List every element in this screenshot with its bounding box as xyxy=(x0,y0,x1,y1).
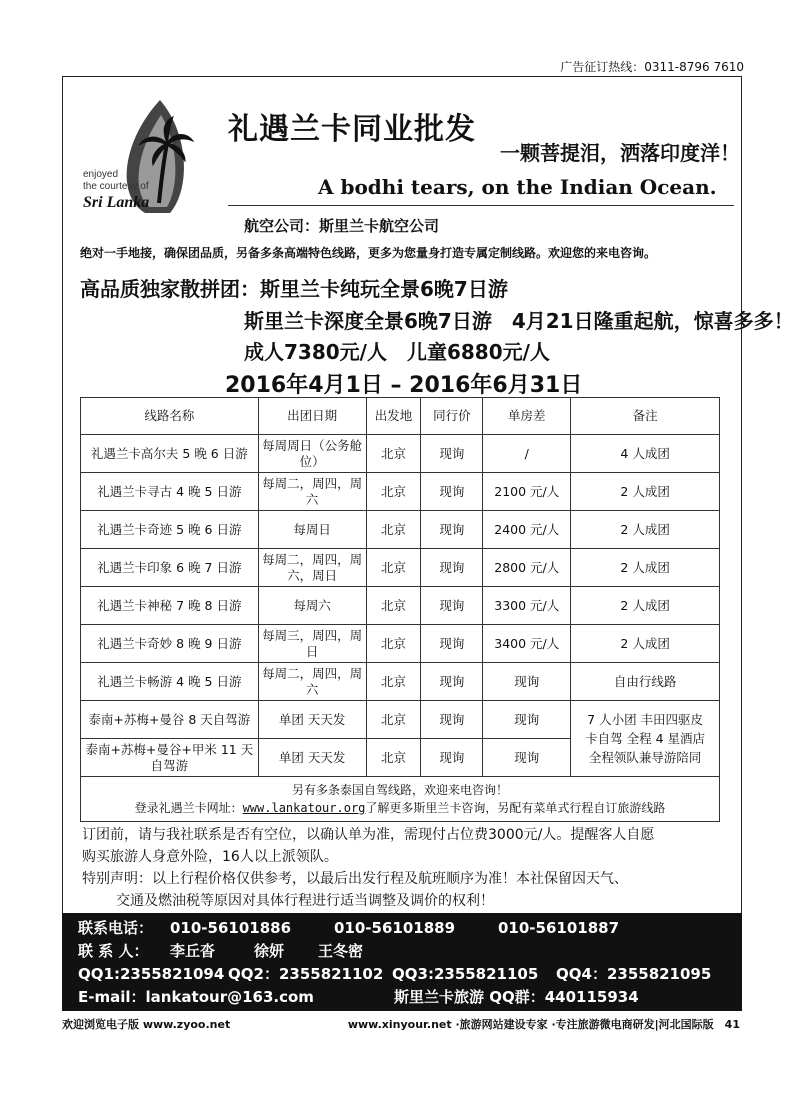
col-header-price: 同行价 xyxy=(421,398,483,435)
col-header-note: 备注 xyxy=(571,398,720,435)
footer-left: 欢迎浏览电子版 www.zyoo.net xyxy=(62,1018,231,1031)
trade-price: 现询 xyxy=(421,625,483,663)
single-supplement: 3400 元/人 xyxy=(483,625,571,663)
table-row xyxy=(81,625,720,663)
departure-city: 北京 xyxy=(366,739,421,777)
route-name: 礼遇兰卡印象 6 晚 7 日游 xyxy=(81,549,259,587)
person-label: 联 系 人： xyxy=(78,942,149,960)
single-supplement: 2800 元/人 xyxy=(483,549,571,587)
departure-date: 每周二，周四，周六 xyxy=(258,663,366,701)
single-supplement: 2100 元/人 xyxy=(483,473,571,511)
departure-city: 北京 xyxy=(366,435,421,473)
intro-text: 绝对一手地接，确保团品质，另备多条高端特色线路，更多为您量身打造专属定制线路。欢迎您的来电咨询。 xyxy=(80,246,657,260)
qq-1[interactable]: QQ1:2355821094 xyxy=(78,965,225,983)
table-row xyxy=(81,435,720,473)
footer-note-pre: 登录礼遇兰卡网址： xyxy=(134,801,243,815)
trade-price: 现询 xyxy=(421,549,483,587)
row-note: 4 人成团 xyxy=(571,435,720,473)
col-header-route: 线路名称 xyxy=(81,398,259,435)
logo-line2: the courtesy of xyxy=(83,181,149,192)
table-row xyxy=(81,701,720,739)
trade-price: 现询 xyxy=(421,587,483,625)
route-name: 礼遇兰卡奇迹 5 晚 6 日游 xyxy=(81,511,259,549)
slogan-chinese: 一颗菩提泪，洒落印度洋！ xyxy=(500,141,740,165)
row-note: 2 人成团 xyxy=(571,549,720,587)
table-header-row xyxy=(81,398,720,435)
phone-2[interactable]: 010-56101889 xyxy=(334,919,456,937)
col-header-departure: 出发地 xyxy=(366,398,421,435)
footer-right: www.xinyour.net ·旅游网站建设专家 ·专注旅游微电商研发|河北国际版 41 xyxy=(347,1018,740,1031)
qq-3[interactable]: QQ3:2355821105 xyxy=(392,965,539,983)
table-row xyxy=(81,587,720,625)
departure-date: 单团 天天发 xyxy=(258,701,366,739)
departure-date: 单团 天天发 xyxy=(258,739,366,777)
departure-date: 每周六 xyxy=(258,587,366,625)
departure-city: 北京 xyxy=(366,473,421,511)
row-note: 2 人成团 xyxy=(571,587,720,625)
single-supplement: 2400 元/人 xyxy=(483,511,571,549)
departure-city: 北京 xyxy=(366,587,421,625)
terms-line2: 购买旅游人身意外险，16人以上派领队。 xyxy=(82,849,338,865)
sri-lanka-logo xyxy=(75,95,220,220)
contact-phones xyxy=(78,917,726,940)
trade-price: 现询 xyxy=(421,435,483,473)
single-supplement: 现询 xyxy=(483,701,571,739)
route-name: 礼遇兰卡高尔夫 5 晚 6 日游 xyxy=(81,435,259,473)
header-divider xyxy=(228,205,734,206)
promo-dates: 2016年4月1日 – 2016年6月31日 xyxy=(225,373,583,398)
ad-hotline: 广告征订热线：0311-8796 7610 xyxy=(560,60,744,74)
contact-block xyxy=(62,913,742,1011)
route-name: 礼遇兰卡寻古 4 晚 5 日游 xyxy=(81,473,259,511)
departure-city: 北京 xyxy=(366,701,421,739)
row-note: 2 人成团 xyxy=(571,473,720,511)
merged-note: 7 人小团 丰田四驱皮卡自驾 全程 4 星酒店 全程领队兼导游陪同 xyxy=(571,701,720,777)
departure-date: 每周日 xyxy=(258,511,366,549)
logo-line3: Sri Lanka xyxy=(83,194,150,211)
trade-price: 现询 xyxy=(421,701,483,739)
airline-info: 航空公司：斯里兰卡航空公司 xyxy=(244,217,440,235)
contact-persons xyxy=(78,940,726,963)
table-footer-row xyxy=(81,777,720,822)
logo-line1: enjoyed xyxy=(83,169,119,180)
col-header-single-supplement: 单房差 xyxy=(483,398,571,435)
table-row xyxy=(81,549,720,587)
phone-3[interactable]: 010-56101887 xyxy=(498,919,620,937)
promo-price: 成人7380元/人 儿童6880元/人 xyxy=(244,340,550,364)
brand-title: 礼遇兰卡同业批发 xyxy=(228,112,476,147)
route-name: 泰南+苏梅+曼谷 8 天自驾游 xyxy=(81,701,259,739)
qq-2[interactable]: QQ2：2355821102 xyxy=(228,965,384,983)
single-supplement: / xyxy=(483,435,571,473)
single-supplement: 3300 元/人 xyxy=(483,587,571,625)
phone-label: 联系电话： xyxy=(78,919,154,937)
footer-note-post: 了解更多斯里兰卡咨询，另配有菜单式行程自订旅游线路 xyxy=(365,801,666,815)
row-note: 2 人成团 xyxy=(571,625,720,663)
contact-qq xyxy=(78,963,726,986)
table-row xyxy=(81,511,720,549)
route-name: 礼遇兰卡神秘 7 晚 8 日游 xyxy=(81,587,259,625)
single-supplement: 现询 xyxy=(483,663,571,701)
qq-4[interactable]: QQ4：2355821095 xyxy=(556,965,712,983)
person-2: 徐妍 xyxy=(254,942,285,960)
departure-date: 每周周日（公务舱位） xyxy=(258,435,366,473)
route-name: 礼遇兰卡奇妙 8 晚 9 日游 xyxy=(81,625,259,663)
booking-terms xyxy=(82,824,722,912)
col-header-date: 出团日期 xyxy=(258,398,366,435)
tour-table xyxy=(80,397,720,822)
departure-city: 北京 xyxy=(366,549,421,587)
table-footer-note xyxy=(81,777,720,822)
route-name: 泰南+苏梅+曼谷+甲米 11 天自驾游 xyxy=(81,739,259,777)
route-name: 礼遇兰卡畅游 4 晚 5 日游 xyxy=(81,663,259,701)
slogan-english: A bodhi tears, on the Indian Ocean. xyxy=(318,175,717,199)
qq-group[interactable]: 斯里兰卡旅游 QQ群：440115934 xyxy=(394,988,639,1006)
contact-email-row xyxy=(78,986,726,1009)
terms-line1: 订团前，请与我社联系是否有空位，以确认单为准，需现付占位费3000元/人。提醒客人自愿 xyxy=(82,827,655,843)
phone-1[interactable]: 010-56101886 xyxy=(170,919,292,937)
trade-price: 现询 xyxy=(421,473,483,511)
terms-line3: 特别声明：以上行程价格仅供参考，以最后出发行程及航班顺序为准！本社保留因天气、 xyxy=(82,871,628,887)
departure-date: 每周二，周四，周六 xyxy=(258,473,366,511)
promo-title: 高品质独家散拼团：斯里兰卡纯玩全景6晚7日游 xyxy=(80,277,508,301)
departure-city: 北京 xyxy=(366,511,421,549)
trade-price: 现询 xyxy=(421,663,483,701)
footer-note-line1: 另有多条泰国自驾线路，欢迎来电咨询！ xyxy=(291,783,508,797)
row-note: 2 人成团 xyxy=(571,511,720,549)
trade-price: 现询 xyxy=(421,511,483,549)
promo-line2: 斯里兰卡深度全景6晚7日游 4月21日隆重起航，惊喜多多！ xyxy=(244,309,794,333)
terms-line4: 交通及燃油税等原因对具体行程进行适当调整及调价的权利！ xyxy=(116,893,494,909)
email[interactable]: E-mail：lankatour@163.com xyxy=(78,988,314,1006)
row-note: 自由行线路 xyxy=(571,663,720,701)
website-link[interactable]: www.lankatour.org xyxy=(242,801,366,815)
departure-date: 每周二，周四，周六，周日 xyxy=(258,549,366,587)
departure-city: 北京 xyxy=(366,663,421,701)
table-row xyxy=(81,473,720,511)
footer-note-line2 xyxy=(84,799,716,817)
departure-date: 每周三，周四，周日 xyxy=(258,625,366,663)
departure-city: 北京 xyxy=(366,625,421,663)
person-3: 王冬密 xyxy=(318,942,364,960)
trade-price: 现询 xyxy=(421,739,483,777)
single-supplement: 现询 xyxy=(483,739,571,777)
table-row xyxy=(81,663,720,701)
person-1: 李丘沓 xyxy=(170,942,216,960)
